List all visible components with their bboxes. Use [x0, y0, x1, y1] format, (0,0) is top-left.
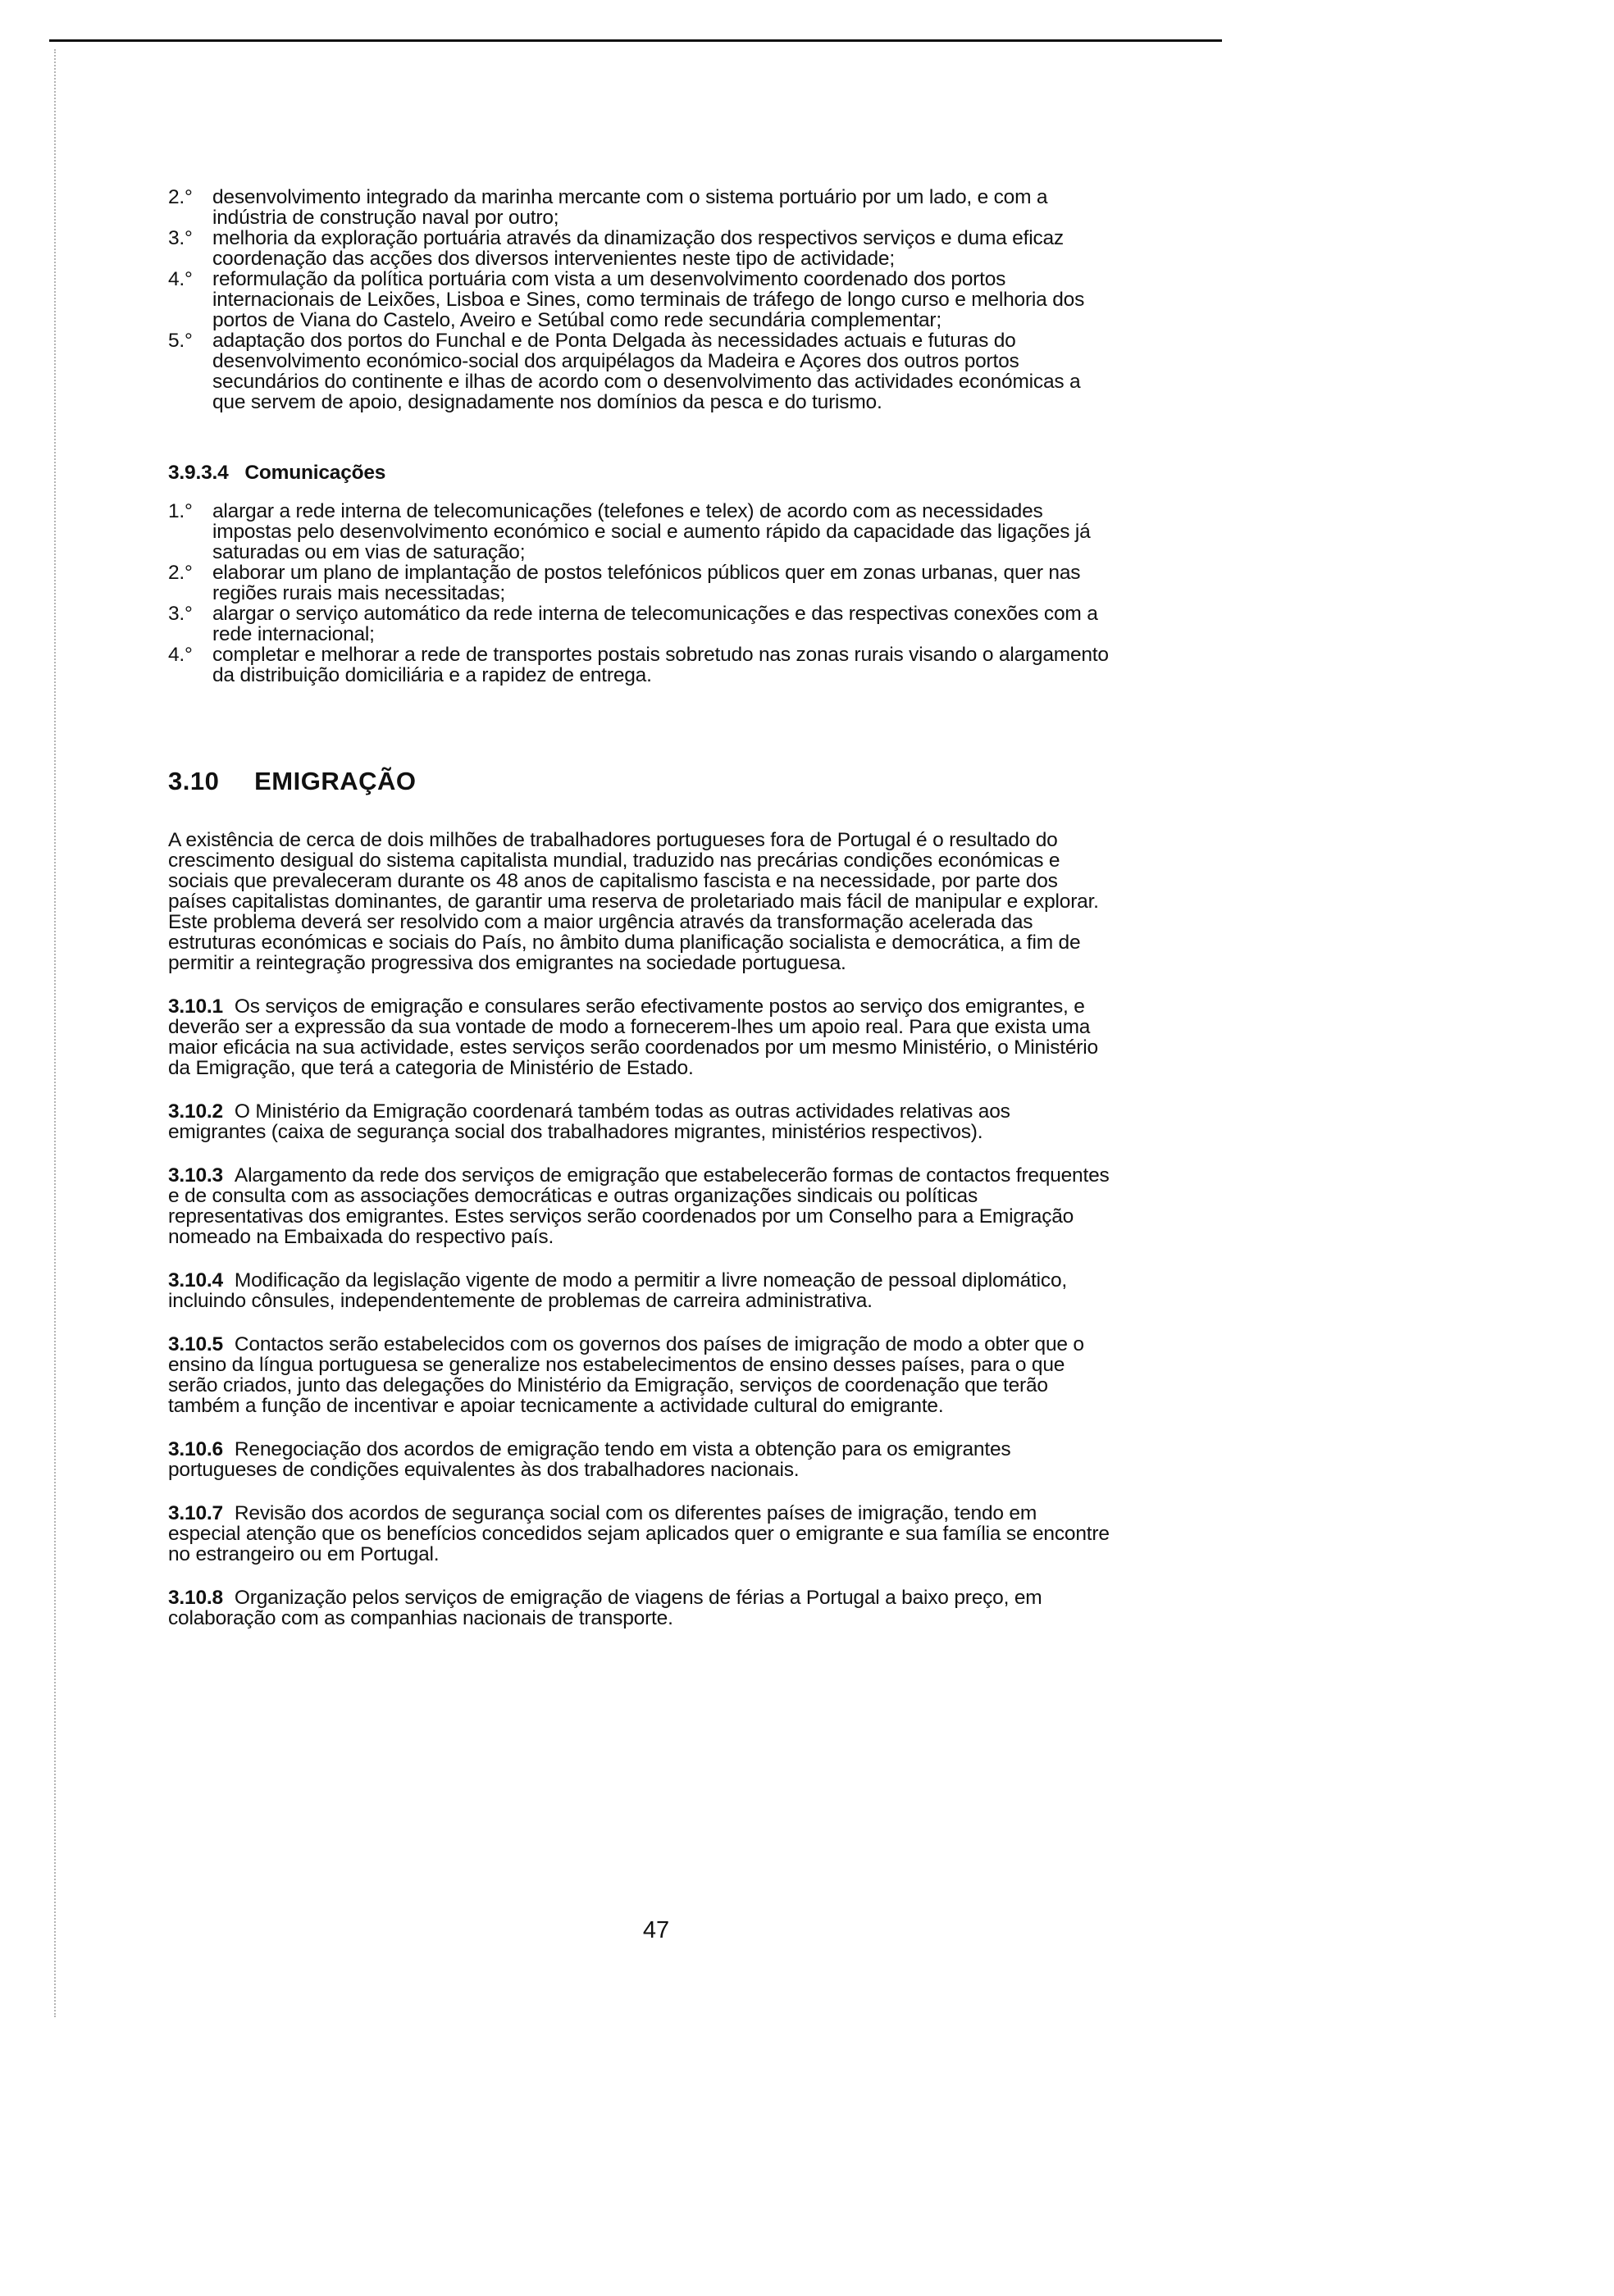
paragraph-number: 3.10.5: [168, 1333, 223, 1355]
scan-edge-marks: [54, 49, 72, 2017]
paragraph-number: 3.10.8: [168, 1587, 223, 1609]
page-content: [168, 187, 1113, 1629]
ports-list: [168, 187, 1113, 412]
paragraph-number: 3.10.4: [168, 1269, 223, 1292]
paragraph-text: Modificação da legislação vigente de modo a permitir a livre nomeação de pessoal diplomático, incluindo cônsules, independentemente de problemas de carreira administrativa.: [168, 1269, 1067, 1312]
paragraph-number: 3.10.3: [168, 1164, 223, 1187]
list-item: [168, 269, 1113, 330]
list-item: [168, 187, 1113, 228]
list-item: [168, 228, 1113, 269]
numbered-paragraph: [168, 1588, 1113, 1629]
top-rule: [49, 39, 1222, 42]
list-item: [168, 604, 1113, 645]
item-number: 4.°: [168, 644, 193, 666]
intro-paragraph: A existência de cerca de dois milhões de trabalhadores portugueses fora de Portugal é o resultado do crescimento desigual do sistema capitalista mundial, traduzido nas precárias condições económicas e sociais que prevaleceram durante os 48 anos de capitalismo fascista e na necessidade, por parte dos países capitalistas dominantes, de garantir uma reserva de proletariado mais fácil de manipular e explorar.: [168, 829, 1099, 913]
paragraph-number: 3.10.6: [168, 1438, 223, 1460]
paragraph-text: Revisão dos acordos de segurança social com os diferentes países de imigração, tendo em especial atenção que os benefícios concedidos sejam aplicados quer o emigrante e sua família se encontre no estrangeiro ou em Portugal.: [168, 1502, 1110, 1565]
list-item: [168, 563, 1113, 604]
item-number: 1.°: [168, 500, 193, 522]
item-text: desenvolvimento integrado da marinha mercante com o sistema portuário por um lado, e com a indústria de construção naval por outro;: [212, 186, 1048, 229]
page-number: 47: [642, 1917, 670, 1943]
paragraph-text: O Ministério da Emigração coordenará também todas as outras actividades relativas aos emigrantes (caixa de segurança social dos trabalhadores migrantes, ministérios respectivos).: [168, 1100, 1010, 1143]
paragraph-number: 3.10.7: [168, 1502, 223, 1524]
numbered-paragraph: [168, 1503, 1113, 1565]
item-number: 2.°: [168, 186, 193, 208]
item-text: adaptação dos portos do Funchal e de Ponta Delgada às necessidades actuais e futuras do desenvolvimento económico-social dos arquipélagos da Madeira e Açores dos outros portos secundários do continente e ilhas de acordo com o desenvolvimento das actividades económicas a que servem de apoio, designadamente nos domínios da pesca e do turismo.: [212, 330, 1081, 413]
paragraph-text: Os serviços de emigração e consulares serão efectivamente postos ao serviço dos emigrantes, e deverão ser a expressão da sua vontade de modo a fornecerem-lhes um apoio real. Para que exista uma maior eficácia na sua actividade, estes serviços serão coordenados por um mesmo Ministério, o Ministério da Emigração, que terá a categoria de Ministério de Estado.: [168, 995, 1098, 1079]
item-text: alargar a rede interna de telecomunicações (telefones e telex) de acordo com as necessidades impostas pelo desenvolvimento económico e social e aumento rápido da capacidade das ligações já saturadas ou em vias de saturação;: [212, 500, 1091, 563]
section-title: EMIGRAÇÃO: [254, 767, 417, 795]
list-item: [168, 330, 1113, 412]
item-number: 2.°: [168, 562, 193, 584]
numbered-paragraph: [168, 1270, 1113, 1311]
section-number: 3.10: [168, 767, 220, 795]
numbered-paragraph: [168, 1334, 1113, 1416]
list-item: [168, 645, 1113, 686]
paragraph-text: Contactos serão estabelecidos com os governos dos países de imigração de modo a obter que o ensino da língua portuguesa se generalize nos estabelecimentos de ensino desses países, para o que serão criados, junto das delegações do Ministério da Emigração, serviços de coordenação que terão também a função de incentivar e apoiar tecnicamente a actividade cultural do emigrante.: [168, 1333, 1084, 1417]
item-number: 3.°: [168, 227, 193, 249]
subsection-number: 3.9.3.4: [168, 462, 229, 484]
item-text: completar e melhorar a rede de transportes postais sobretudo nas zonas rurais visando o alargamento da distribuição domiciliária e a rapidez de entrega.: [212, 644, 1109, 686]
numbered-paragraph: [168, 1439, 1113, 1480]
paragraph-text: Renegociação dos acordos de emigração tendo em vista a obtenção para os emigrantes portugueses de condições equivalentes às dos trabalhadores nacionais.: [168, 1438, 1011, 1481]
section-intro: [168, 830, 1113, 973]
list-item: [168, 501, 1113, 563]
numbered-paragraph: [168, 1101, 1113, 1142]
subsection-heading: [168, 462, 1113, 483]
communications-list: [168, 501, 1113, 686]
item-number: 3.°: [168, 603, 193, 625]
paragraph-number: 3.10.1: [168, 995, 223, 1018]
item-text: melhoria da exploração portuária através da dinamização dos respectivos serviços e duma eficaz coordenação das acções dos diversos intervenientes neste tipo de actividade;: [212, 227, 1064, 270]
intro-paragraph: Este problema deverá ser resolvido com a maior urgência através da transformação acelerada das estruturas económicas e sociais do País, no âmbito duma planificação socialista e democrática, a fim de permitir a reintegração progressiva dos emigrantes na sociedade portuguesa.: [168, 911, 1081, 974]
paragraph-text: Organização pelos serviços de emigração de viagens de férias a Portugal a baixo preço, em colaboração com as companhias nacionais de transporte.: [168, 1587, 1042, 1629]
numbered-paragraph: [168, 996, 1113, 1078]
item-text: reformulação da política portuária com vista a um desenvolvimento coordenado dos portos internacionais de Leixões, Lisboa e Sines, como terminais de tráfego de longo curso e melhoria dos portos de Viana do Castelo, Aveiro e Setúbal como rede secundária complementar;: [212, 268, 1085, 331]
item-text: alargar o serviço automático da rede interna de telecomunicações e das respectivas conexões com a rede internacional;: [212, 603, 1098, 645]
paragraph-text: Alargamento da rede dos serviços de emigração que estabelecerão formas de contactos frequentes e de consulta com as associações democráticas e outras organizações sindicais ou políticas representativas dos emigrantes. Estes serviços serão coordenados por um Conselho para a Emigração nomeado na Embaixada do respectivo país.: [168, 1164, 1110, 1248]
numbered-paragraph: [168, 1165, 1113, 1247]
paragraph-number: 3.10.2: [168, 1100, 223, 1123]
subsection-title: Comunicações: [244, 462, 386, 484]
item-text: elaborar um plano de implantação de postos telefónicos públicos quer em zonas urbanas, quer nas regiões rurais mais necessitadas;: [212, 562, 1081, 604]
item-number: 5.°: [168, 330, 193, 352]
section-heading: [168, 768, 1113, 795]
item-number: 4.°: [168, 268, 193, 290]
